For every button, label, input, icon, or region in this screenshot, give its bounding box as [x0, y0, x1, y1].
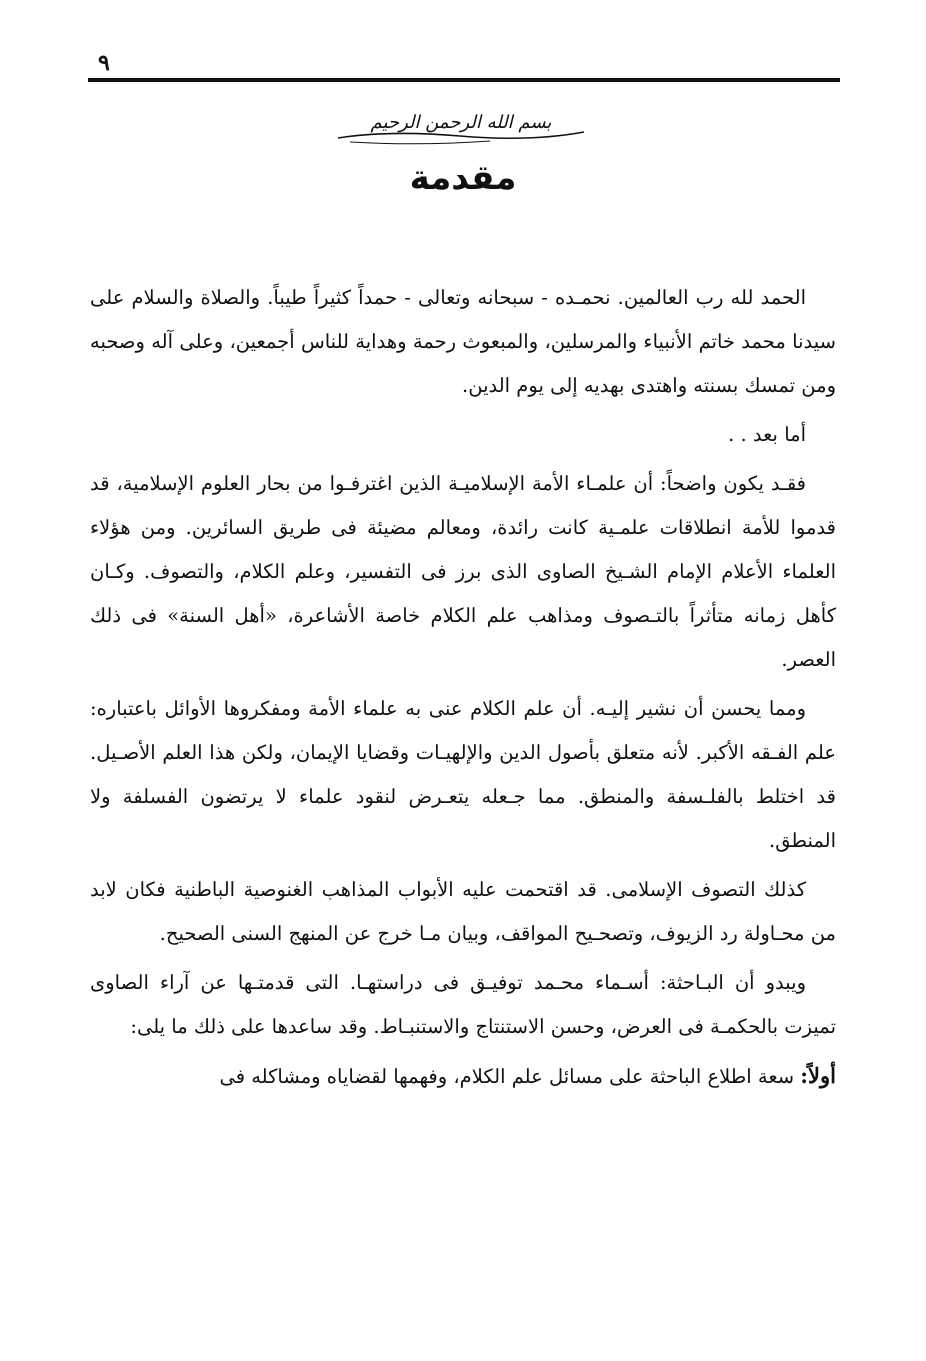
page-number: ٩	[98, 50, 110, 76]
paragraph: ويبدو أن البـاحثة: أسـماء محـمد توفيـق فى دراستهـا. التى قدمتـها عن آراء الصاوى تميزت بالحكمـة فى العرض، وحسن الاستنتاج والاستنبـاط. وقد ساعدها على ذلك ما يلى:	[90, 971, 836, 1038]
basmala: بسم الله الرحمن الرحيم	[370, 112, 552, 133]
paragraph: كذلك التصوف الإسلامى. قد اقتحمت عليه الأبواب المذاهب الغنوصية الباطنية فكان لابد من محـاولة رد الزيوف، وتصحـيح المواقف، وبيان مـا خرج عن المنهج السنى الصحيح.	[90, 878, 836, 945]
paragraph: أما بعد . .	[728, 423, 806, 446]
page-heading: مقدمة	[409, 158, 517, 198]
list-item-lead: أولاً:	[800, 1063, 836, 1088]
paragraph: الحمد لله رب العالمين. نحمـده - سبحانه وتعالى - حمداً كثيراً طيباً. والصلاة والسلام على سيدنا محمد خاتم الأنبياء والمرسلين، والمبعوث رحمة وهداية للناس أجمعين، وعلى آله وصحبه ومن تمسك بسنته واهتدى بهديه إلى يوم الدين.	[90, 286, 836, 397]
list-item-text: سعة اطلاع الباحثة على مسائل علم الكلام، وفهمها لقضاياه ومشاكله فى	[219, 1065, 795, 1088]
body-text	[90, 276, 836, 1104]
paragraph: فقـد يكون واضحاً: أن علمـاء الأمة الإسلاميـة الذين اغترفـوا من بحار العلوم الإسلامية، قد قدموا للأمة انطلاقات علمـية كانت رائدة، ومعالم مضيئة فى طريق السائرين. ومن هؤلاء العلماء الأعلام الإمام الشـيخ الصاوى الذى برز فى التفسير، وعلم الكلام، والتصوف. وكـان كأهل زمانه متأثراً بالتـصوف ومذاهب علم الكلام خاصة الأشاعرة، «أهل السنة» فى ذلك العصر.	[90, 472, 836, 671]
paragraph: ومما يحسن أن نشير إليـه. أن علم الكلام عنى به علماء الأمة ومفكروها الأوائل باعتباره: علم الفـقه الأكبر. لأنه متعلق بأصول الدين والإلهيـات وقضايا الإيمان، ولكن هذا العلم الأصـيل. قد اختلط بالفلـسفة والمنطق. مما جـعله يتعـرض لنقود علماء لا يرتضون الفسلفة ولا المنطق.	[90, 697, 836, 852]
basmala-stroke	[350, 141, 490, 144]
list-item	[90, 1054, 836, 1099]
header-rule	[88, 78, 840, 82]
